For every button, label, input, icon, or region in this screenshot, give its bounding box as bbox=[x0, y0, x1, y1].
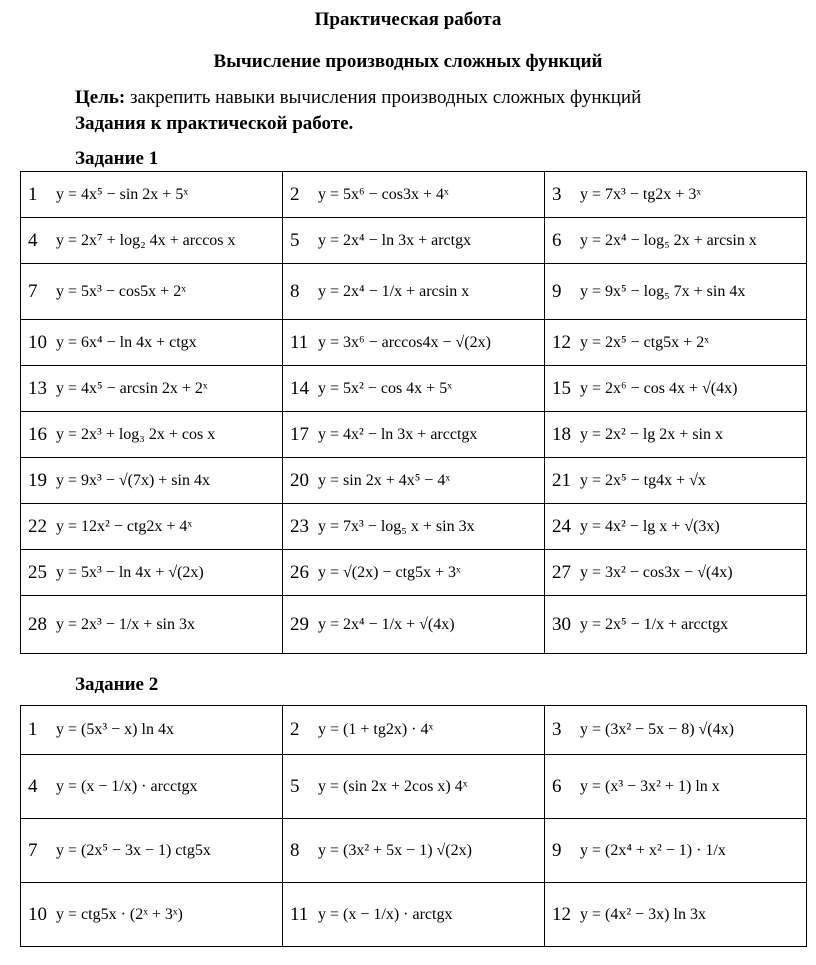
task1-table bbox=[20, 171, 807, 654]
table-row bbox=[21, 218, 807, 264]
task-cell bbox=[21, 706, 283, 755]
task-number: 28 bbox=[28, 613, 47, 635]
task-formula: y = (3x² + 5x − 1) √(2x) bbox=[318, 841, 472, 859]
task-cell bbox=[545, 596, 807, 654]
task-formula: y = 2x⁴ − ln 3x + arctgx bbox=[318, 231, 472, 249]
task-number: 22 bbox=[28, 515, 47, 537]
task-number: 9 bbox=[552, 839, 562, 861]
task-number: 9 bbox=[552, 280, 562, 302]
task-cell bbox=[545, 458, 807, 504]
task-formula: y = 2x⁵ − tg4x + √x bbox=[580, 471, 706, 489]
task-formula: y = (2x⁴ + x² − 1) · 1/x bbox=[580, 841, 726, 859]
task-cell bbox=[545, 218, 807, 264]
goal-text: закрепить навыки вычисления производных сложных функций bbox=[125, 87, 642, 108]
task-formula: y = 2x⁴ − 1/x + arcsin x bbox=[318, 282, 470, 300]
task-cell bbox=[283, 458, 545, 504]
table-row bbox=[21, 412, 807, 458]
task-formula: y = 5x³ − cos5x + 2ˣ bbox=[56, 282, 186, 300]
task-formula: y = 2x⁶ − cos 4x + √(4x) bbox=[580, 379, 738, 397]
task-cell bbox=[283, 755, 545, 819]
task-cell bbox=[283, 550, 545, 596]
task-formula: y = 2x⁷ + log₂ 4x + arccos x bbox=[56, 231, 236, 249]
page-title: Практическая работа bbox=[314, 9, 502, 30]
task-formula: y = (x³ − 3x² + 1) ln x bbox=[580, 777, 720, 795]
task-cell bbox=[545, 264, 807, 320]
task-formula: y = (sin 2x + 2cos x) 4ˣ bbox=[318, 777, 468, 795]
task-number: 6 bbox=[552, 229, 562, 251]
task-number: 20 bbox=[290, 469, 309, 491]
task-number: 10 bbox=[28, 331, 47, 353]
table-row bbox=[21, 504, 807, 550]
task-formula: y = 2x³ + log₃ 2x + cos x bbox=[56, 425, 216, 443]
task-formula: y = 7x³ − tg2x + 3ˣ bbox=[580, 185, 701, 203]
task-cell bbox=[545, 883, 807, 947]
task-cell bbox=[21, 172, 283, 218]
task1-heading: Задание 1 bbox=[75, 148, 159, 169]
task-cell bbox=[21, 819, 283, 883]
task-formula: y = 12x² − ctg2x + 4ˣ bbox=[56, 517, 193, 535]
task-formula: y = 3x⁶ − arccos4x − √(2x) bbox=[318, 333, 491, 351]
page-subtitle: Вычисление производных сложных функций bbox=[213, 51, 603, 72]
table-row bbox=[21, 596, 807, 654]
goal-line bbox=[75, 87, 641, 109]
task-formula: y = (1 + tg2x) · 4ˣ bbox=[318, 721, 434, 738]
task-formula: y = 2x⁵ − ctg5x + 2ˣ bbox=[580, 333, 709, 351]
task-cell bbox=[283, 320, 545, 366]
task-cell bbox=[545, 819, 807, 883]
table-row bbox=[21, 320, 807, 366]
table-row bbox=[21, 706, 807, 755]
task-number: 1 bbox=[28, 719, 38, 740]
task-formula: y = (3x² − 5x − 8) √(4x) bbox=[580, 721, 734, 738]
task-cell bbox=[21, 458, 283, 504]
task-number: 12 bbox=[552, 331, 571, 353]
task-cell bbox=[545, 755, 807, 819]
task-cell bbox=[283, 264, 545, 320]
task-cell bbox=[283, 883, 545, 947]
task-cell bbox=[21, 883, 283, 947]
task-number: 5 bbox=[290, 775, 300, 797]
task-number: 19 bbox=[28, 469, 47, 491]
task-number: 3 bbox=[552, 719, 562, 740]
task-cell bbox=[21, 550, 283, 596]
task-cell bbox=[283, 706, 545, 755]
task-formula: y = 5x⁶ − cos3x + 4ˣ bbox=[318, 185, 449, 203]
task-formula: y = 9x⁵ − log₅ 7x + sin 4x bbox=[580, 282, 746, 300]
task-cell bbox=[545, 504, 807, 550]
task-formula: y = (x − 1/x) · arcctgx bbox=[56, 777, 198, 795]
task-cell bbox=[283, 504, 545, 550]
task-number: 3 bbox=[552, 183, 562, 205]
table-row bbox=[21, 755, 807, 819]
table-row bbox=[21, 264, 807, 320]
task-cell bbox=[283, 819, 545, 883]
task-number: 8 bbox=[290, 280, 300, 302]
task-cell bbox=[21, 366, 283, 412]
table-row bbox=[21, 819, 807, 883]
task-number: 29 bbox=[290, 613, 309, 635]
task-cell bbox=[21, 596, 283, 654]
table-row bbox=[21, 366, 807, 412]
task-cell bbox=[283, 218, 545, 264]
task2-table bbox=[20, 705, 807, 947]
task-number: 11 bbox=[290, 903, 309, 925]
task-number: 13 bbox=[28, 377, 47, 399]
task-number: 14 bbox=[290, 377, 309, 399]
task-number: 18 bbox=[552, 423, 571, 445]
task-formula: y = 9x³ − √(7x) + sin 4x bbox=[56, 471, 210, 489]
task-cell bbox=[545, 412, 807, 458]
task-number: 2 bbox=[290, 183, 300, 205]
task-number: 8 bbox=[290, 839, 300, 861]
task-formula: y = 4x⁵ − arcsin 2x + 2ˣ bbox=[56, 379, 208, 397]
task-formula: y = 4x² − ln 3x + arcctgx bbox=[318, 425, 478, 443]
task-number: 7 bbox=[28, 280, 38, 302]
task-cell bbox=[21, 218, 283, 264]
task2-heading: Задание 2 bbox=[75, 674, 159, 695]
task-formula: y = 7x³ − log₅ x + sin 3x bbox=[318, 517, 475, 535]
goal-label: Цель: bbox=[75, 87, 126, 108]
task-cell bbox=[21, 412, 283, 458]
task-formula: y = 4x⁵ − sin 2x + 5ˣ bbox=[56, 185, 188, 203]
task-formula: y = 6x⁴ − ln 4x + ctgx bbox=[56, 333, 197, 351]
task-formula: y = √(2x) − ctg5x + 3ˣ bbox=[318, 563, 461, 581]
task-formula: y = 4x² − lg x + √(3x) bbox=[580, 517, 720, 535]
task-cell bbox=[283, 172, 545, 218]
task-number: 23 bbox=[290, 515, 309, 537]
task-number: 25 bbox=[28, 561, 47, 583]
task-number: 21 bbox=[552, 469, 571, 491]
task-formula: y = 3x² − cos3x − √(4x) bbox=[580, 563, 733, 581]
task-formula: y = 2x⁴ − 1/x + √(4x) bbox=[318, 615, 455, 633]
task-number: 15 bbox=[552, 377, 571, 399]
task-formula: y = 2x⁵ − 1/x + arcctgx bbox=[580, 615, 729, 633]
task-number: 10 bbox=[28, 903, 47, 925]
task-cell bbox=[545, 172, 807, 218]
task-number: 24 bbox=[552, 515, 571, 537]
task-cell bbox=[21, 504, 283, 550]
task-number: 17 bbox=[290, 423, 309, 445]
task-cell bbox=[545, 320, 807, 366]
task-formula: y = ctg5x · (2ˣ + 3ˣ) bbox=[56, 905, 183, 923]
task-cell bbox=[545, 366, 807, 412]
task-formula: y = 2x² − lg 2x + sin x bbox=[580, 425, 723, 443]
task-number: 30 bbox=[552, 613, 571, 635]
task-formula: y = 5x² − cos 4x + 5ˣ bbox=[318, 379, 452, 397]
table-row bbox=[21, 883, 807, 947]
task-formula: y = 2x⁴ − log₅ 2x + arcsin x bbox=[580, 231, 757, 249]
task-cell bbox=[21, 264, 283, 320]
task-cell bbox=[283, 412, 545, 458]
task-formula: y = (4x² − 3x) ln 3x bbox=[580, 905, 706, 923]
task-cell bbox=[545, 706, 807, 755]
task-formula: y = (5x³ − x) ln 4x bbox=[56, 721, 174, 738]
task-number: 4 bbox=[28, 775, 38, 797]
task-cell bbox=[545, 550, 807, 596]
task-number: 2 bbox=[290, 719, 300, 740]
task-number: 6 bbox=[552, 775, 562, 797]
task-cell bbox=[283, 366, 545, 412]
task-cell bbox=[283, 596, 545, 654]
task-formula: y = (x − 1/x) · arctgx bbox=[318, 905, 453, 923]
task-number: 12 bbox=[552, 903, 571, 925]
task-formula: y = 5x³ − ln 4x + √(2x) bbox=[56, 563, 204, 581]
task-formula: y = sin 2x + 4x⁵ − 4ˣ bbox=[318, 471, 450, 489]
task-number: 7 bbox=[28, 839, 38, 861]
task-number: 11 bbox=[290, 331, 309, 353]
task-number: 27 bbox=[552, 561, 571, 583]
tasks-heading: Задания к практической работе. bbox=[75, 113, 354, 134]
table-row bbox=[21, 458, 807, 504]
table-row bbox=[21, 550, 807, 596]
task-number: 5 bbox=[290, 229, 300, 251]
task-cell bbox=[21, 755, 283, 819]
task-number: 1 bbox=[28, 183, 38, 205]
task-formula: y = (2x⁵ − 3x − 1) ctg5x bbox=[56, 841, 211, 859]
task-number: 4 bbox=[28, 229, 38, 251]
table-row bbox=[21, 172, 807, 218]
task-number: 16 bbox=[28, 423, 47, 445]
task-cell bbox=[21, 320, 283, 366]
task-number: 26 bbox=[290, 561, 309, 583]
task-formula: y = 2x³ − 1/x + sin 3x bbox=[56, 615, 195, 633]
